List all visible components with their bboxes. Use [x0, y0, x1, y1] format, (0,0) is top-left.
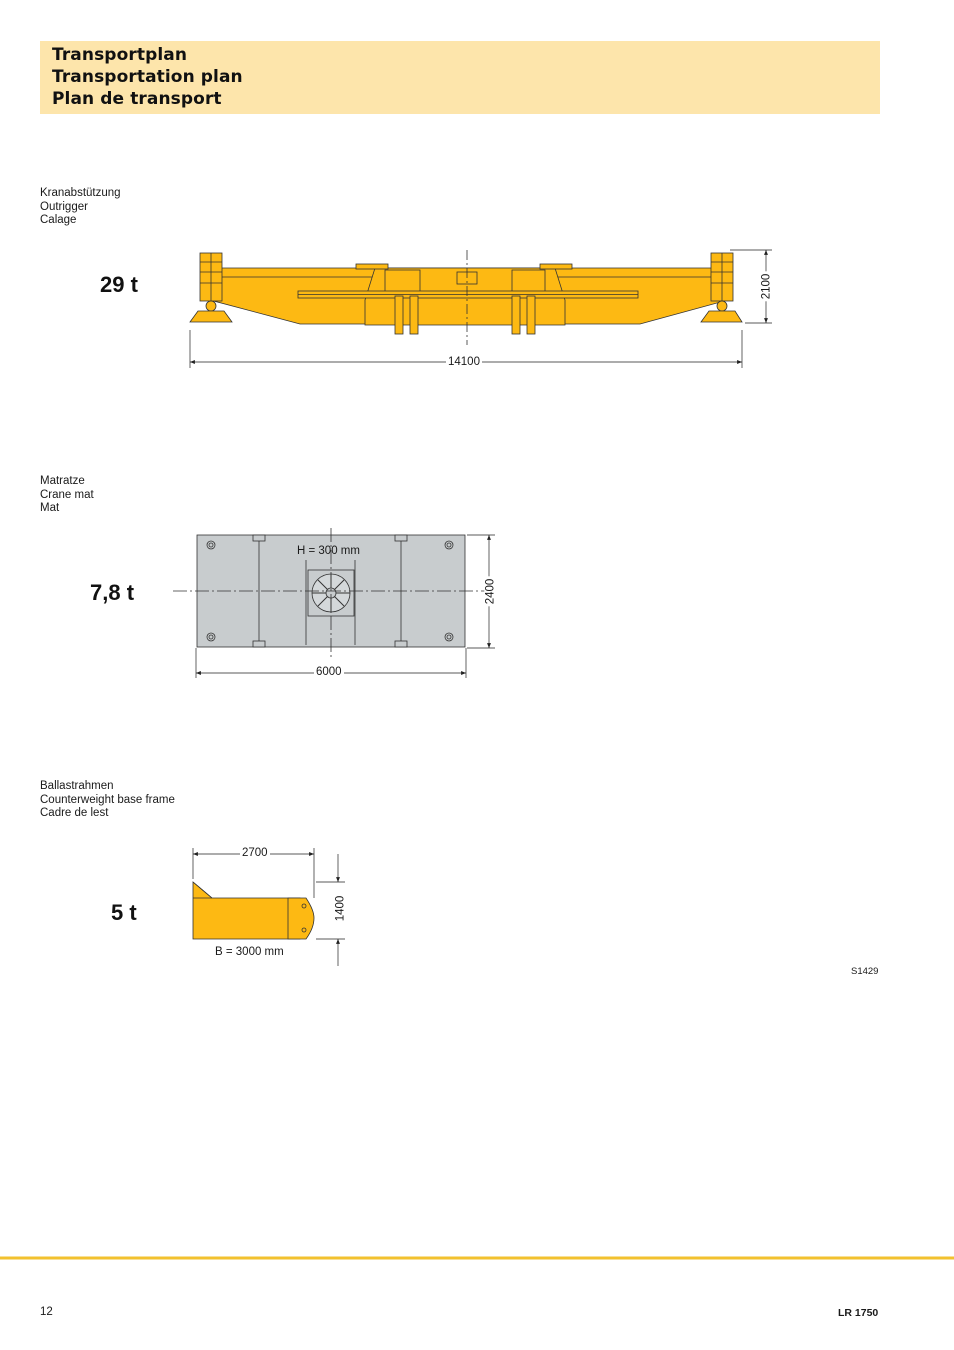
- mat-label-de: Matratze: [40, 475, 85, 487]
- outrigger-right-pad: [701, 311, 742, 322]
- outrigger-length-label: 14100: [448, 356, 480, 368]
- frame-body: [193, 882, 300, 939]
- title-fr: Plan de transport: [52, 89, 222, 109]
- frame-height-label: 1400: [334, 895, 347, 922]
- mat-length-label: 6000: [316, 666, 342, 678]
- mat-width-label: 2400: [484, 578, 497, 605]
- outrigger-label-de: Kranabstützung: [40, 187, 121, 199]
- outrigger-left-pad: [190, 311, 232, 322]
- outrigger-label-en: Outrigger: [40, 200, 88, 213]
- frame-label-en: Counterweight base frame: [40, 793, 175, 806]
- frame-drawing: [193, 882, 314, 939]
- outrigger-weight: 29 t: [100, 272, 138, 297]
- drawing-code: S1429: [851, 966, 879, 977]
- frame-end-plate: [288, 898, 314, 939]
- title-en: Transportation plan: [52, 67, 243, 87]
- frame-label-fr: Cadre de lest: [40, 807, 109, 819]
- mat-label-fr: Mat: [40, 502, 60, 514]
- page-number: 12: [40, 1306, 53, 1318]
- frame-length-label: 2700: [242, 847, 268, 859]
- frame-label-de: Ballastrahmen: [40, 780, 114, 792]
- mat-label-en: Crane mat: [40, 488, 94, 501]
- outrigger-label-fr: Calage: [40, 214, 77, 226]
- frame-weight: 5 t: [111, 900, 137, 925]
- title-de: Transportplan: [52, 45, 188, 65]
- mat-weight: 7,8 t: [90, 580, 135, 605]
- outrigger-height-label: 2100: [760, 273, 773, 300]
- frame-width-note: B = 3000 mm: [215, 946, 284, 958]
- mat-thickness-label: H = 300 mm: [297, 545, 360, 557]
- outrigger-drawing: [190, 250, 742, 345]
- model-name: LR 1750: [838, 1307, 879, 1319]
